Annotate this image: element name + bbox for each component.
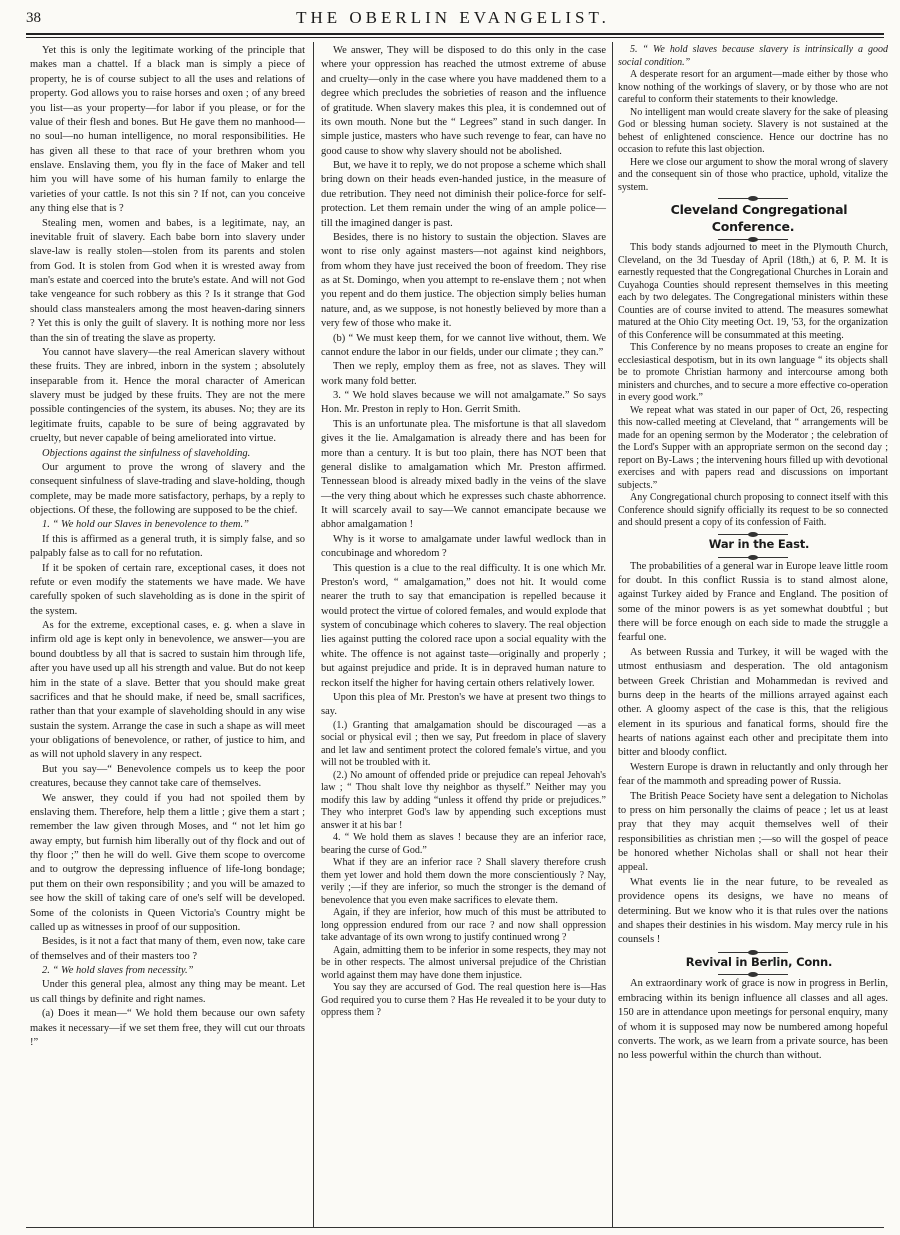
- paragraph: Western Europe is drawn in reluctantly and only through her fear of the mammoth and spreading power of Russia.: [618, 761, 888, 788]
- ornamental-rule: [718, 557, 788, 558]
- paragraph: What events lie in the near future, to be revealed as providence opens its designs, we have no means of determining. But we know who it is that rules over the nations and shapes their destinies in his wisdom. May mercy rule in his counsels !: [618, 876, 888, 946]
- header-rule: [26, 33, 884, 35]
- objection-heading: 2. “ We hold slaves from necessity.”: [42, 965, 194, 976]
- column-divider: [612, 42, 613, 1227]
- paragraph: We answer, They will be disposed to do this only in the case where your oppression has reached the utmost extreme of abuse and cruelty—only in the case where you have maddened them to a degree which precludes the sobrieties of reason and the influence of gratitude. When slavery makes this plea, it is condemned out of its own mouth. None but the “ Legrees” stand in such danger. In simple justice, masters who have such revenge to fear, can have no good cause to show why slavery should not be abolished.: [321, 45, 606, 157]
- ornamental-rule: [718, 952, 788, 953]
- article-heading: Cleveland Congregational Conference.: [670, 202, 848, 235]
- masthead-title: THE OBERLIN EVANGELIST.: [296, 8, 610, 27]
- paragraph: A desperate resort for an argument—made either by those who know nothing of the workings of slavery, or by those who are not careful to conform their statements to their knowledge.: [618, 69, 888, 105]
- paragraph: You cannot have slavery—the real American slavery without these fruits. They are inbred, inborn in the system ; absolutely inseparable from it. Hence the moral character of American slavery must be judged by these fruits. They are not the mere possible contingencies of the system, its abuses. No; they are its legitimate fruits, capable to be sure of being aggravated by cruelty, but never capable of being ameliorated into virtue.: [30, 346, 305, 445]
- paragraph: Again, admitting them to be inferior in some respects, they may not be in other respects. The almost universal prejudice of the Christian world against them may have done them injustice.: [321, 944, 606, 981]
- paragraph: Yet this is only the legitimate working of the principle that makes man a chattel. If a black man is simply a piece of property, he is of course subject to all the uses and relations of property. God allows you to raise horses and oxen ; of any breed you list—as your property—for labor if you please, or for the value of their flesh and bones. But He gave them no manhood—no soul—no human intelligence, no moral responsibilities. He has given all these to that race of your brethren whom you enslave. Enslaving them, you fly in the face of Maker and tell him you will have some of his human family to enlarge the varieties of your cattle. Is not this sin ? If not, can you conceive any thing else that is ?: [30, 45, 305, 215]
- ornamental-rule: [718, 974, 788, 975]
- paragraph: Besides, there is no history to sustain the objection. Slaves are wont to rise only against masters—not against kind neighbors, from whom they have just received the boon of freedom. They rise as at St. Domingo, when you attempt to re-enslave them ; not when you repent and do them justice. The objection simply belies human nature, and, as we suppose, is not honestly believed by more than a very few of those who make it.: [321, 231, 606, 330]
- ornamental-rule: [718, 198, 788, 199]
- header-rule-thin: [26, 37, 884, 38]
- objection-heading: 1. “ We hold our Slaves in benevolence to them.”: [42, 519, 249, 531]
- paragraph: But you say—“ Benevolence compels us to keep the poor creatures, because they cannot take care of themselves.: [30, 763, 305, 790]
- paragraph: Under this general plea, almost any thing may be meant. Let us call things by definite and right names.: [30, 979, 305, 1005]
- paragraph: But, we have it to reply, we do not propose a scheme which shall bring down on their heads even-handed justice, in the measure of due retribution. They need not diminish their police-force for self-protection. Let them remain under the wing of an ample police—till the imagined danger is past.: [321, 160, 606, 229]
- small-print-block: [618, 44, 888, 194]
- paragraph: 4. “ We hold them as slaves ! because they are an inferior race, bearing the curse of God.”: [321, 832, 606, 856]
- paragraph: This is an unfortunate plea. The misfortune is that all slavedom gives it the lie. Amalgamation is already there and has been for more than a century. It is but too plain, there has NOT been that general dislike to amalgamation which Mr. Preston affirmed. Tennessean blood is already mixed badly in the veins of the slave—the very thing about which he expresses such chaste abhorrence. It will scarcely avail to say—We cannot emancipate because we abhor amalgamation !: [321, 418, 606, 531]
- small-print-block: [321, 720, 606, 1020]
- paragraph: You say they are accursed of God. The real question here is—Has God required you to curse them ? Has He revealed it to be your duty to oppress them ?: [321, 982, 606, 1019]
- paragraph: (a) Does it mean—“ We hold them because our own safety makes it necessary—if we set them free, they will cut our throats !”: [30, 1008, 305, 1048]
- section-subheading: Objections against the sinfulness of slaveholding.: [42, 447, 251, 459]
- paragraph: If it be spoken of certain rare, exceptional cases, it does not refute or even modify the statements we have made. We have carefully spoken of such slaveholding as is done in the spirit of the system.: [30, 562, 305, 617]
- paragraph: Stealing men, women and babes, is a legitimate, nay, an inevitable fruit of slavery. Each babe born into slavery under slave-law is really stolen—stolen from its parents and stolen from God. It is stolen from God when it is wrested away from man's estate and coerced into the brute's estate. And will not God take vengeance for such robbery as this ? Is it strange that God should class manstealers among the most heaven-daring sinners ? Yet this is only the guilt of slavery. It is nothing more nor less than the sin of treating the slave as property.: [30, 217, 305, 344]
- paragraph: Why is it worse to amalgamate under lawful wedlock than in concubinage and whoredom ?: [321, 533, 606, 560]
- paragraph: Again, if they are inferior, how much of this must be attributed to long oppression endured from our race ? and now shall oppression take advantage of its own wrong to justify continued wrong ?: [321, 907, 606, 944]
- paragraph: This body stands adjourned to meet in the Plymouth Church, Cleveland, on the 3d Tuesday of April (18th,) at 6, P. M. It is earnestly requested that the Congregational Churches in Lorain and Cuyahoga Counties should represent themselves in this meeting each by two delegates. The Congregational ministers within these Counties are of course invited to attend. The measures somewhat matured at the Ohio City meeting Oct. 19, '53, for the organization of this Conference will be consummated at this meeting.: [618, 242, 888, 341]
- column-1: [30, 44, 305, 1050]
- column-2: [321, 44, 606, 1020]
- paragraph: Besides, is it not a fact that many of them, even now, take care of themselves and of their masters too ?: [30, 936, 305, 962]
- paragraph: An extraordinary work of grace is now in progress in Berlin, embracing within its benign influence all classes and all ages. 150 are in attendance upon meetings for personal enquiry, many of whom it is supposed may now be numbered among hopeful converts. The work, as we learn from a private source, has been no less powerful within the church than without.: [618, 978, 888, 1062]
- article-heading: War in the East.: [708, 536, 810, 551]
- paragraph: We repeat what was stated in our paper of Oct, 26, respecting this now-called meeting at Cleveland, that “ arrangements will be made for an opening sermon by the Moderator ; the celebration of the Lord's Supper with an appropriate sermon on the second day ; report on By-Laws ; the intervening hours filled up with devotional exercises and with papers read and discussions on important subjects.”: [618, 404, 888, 491]
- article-heading: Revival in Berlin, Conn.: [685, 954, 833, 969]
- ornamental-rule: [718, 239, 788, 240]
- paragraph: (2.) No amount of offended pride or prejudice can repeal Jehovah's law ; “ Thou shalt love thy neighbor as thyself.” Neither may you modify this law by adding “unless it offend thy pride or prejudices.” They who interpret God's law by appending such exceptions must answer it at his bar !: [321, 769, 606, 831]
- paragraph: Then we reply, employ them as free, not as slaves. They will work many fold better.: [321, 361, 606, 387]
- paragraph: 3. “ We hold slaves because we will not amalgamate.” So says Hon. Mr. Preston in reply to Hon. Gerrit Smith.: [321, 390, 606, 416]
- objection-heading: 5. “ We hold slaves because slavery is intrinsically a good social condition.”: [618, 44, 888, 68]
- paragraph: This Conference by no means proposes to create an engine for ecclesiastical despotism, but in its own language “ its objects shall be to promote Christian harmony and intercourse among both ministers and churches, and to secure a more effective co-operation in every good work.”: [618, 342, 888, 404]
- paragraph: Our argument to prove the wrong of slavery and the consequent sinfulness of slave-trading and slave-holding, though complete, may be made more satisfactory, perhaps, by a reply to objections. Of these, the following are supposed to be the chief.: [30, 461, 305, 516]
- paragraph: The probabilities of a general war in Europe leave little room for doubt. In this conflict Russia is to stand almost alone, against Turkey aided by France and England. The position of some of the minor powers is as yet somewhat doubtful ; but there will be force enough on each side to made the struggle a fearful one.: [618, 560, 888, 644]
- paragraph: (1.) Granting that amalgamation should be discouraged —as a social or physical evil ; then we say, Put freedom in place of slavery and let law and sentiment protect the colored female's virtue, and you will not be troubled with it.: [321, 719, 606, 769]
- paragraph: If this is affirmed as a general truth, it is simply false, and so palpably false as to call for no refutation.: [30, 533, 305, 560]
- paragraph: Here we close our argument to show the moral wrong of slavery and the consequent sin of those who practice, uphold, vitalize the system.: [618, 156, 888, 193]
- paragraph: Any Congregational church proposing to connect itself with this Conference should signify officially its request to be so connected and should present a copy of its confession of Faith.: [618, 492, 888, 529]
- paragraph: We answer, they could if you had not spoiled them by enslaving them. Therefore, help them a little ; give them a start ; remember the law given through Moses, and “ not let him go away empty, but furnish him liberally out of thy flock and out of thy floor ;” then he will do well. Give them scope to overcome and to outgrow the depressing influence of life-long bondage; put them on their own responsibility ; and you will be amazed to see how the skill of taking care of one's self will be developed. Some of the colonists in Queen Victoria's Country might be called up as witnesses in proof of our supposition.: [30, 792, 305, 933]
- column-divider: [313, 42, 314, 1227]
- paragraph: (b) “ We must keep them, for we cannot live without, them. We cannot endure the labor in our fields, under our climate ; they can.”: [321, 332, 606, 358]
- paragraph: Upon this plea of Mr. Preston's we have at present two things to say.: [321, 691, 606, 718]
- paragraph: As between Russia and Turkey, it will be waged with the utmost enthusiasm and desperation. The old antagonism between Greek Christian and Mohammedan is revived and burns deep in the hearts of the millions arrayed against each other. A gloomy aspect of the case is this, that the religious element in its spurious and fanatical forms, should fire the hearts of nations against each other and precipitate them into bitter and bloody conflict.: [618, 646, 888, 759]
- column-3: [618, 44, 888, 1064]
- page-header: [26, 8, 880, 34]
- paragraph: No intelligent man would create slavery for the sake of pleasing God or blessing human society. Slavery is not sustained at the behest of enlightened conscience. Hence our doctrine has no occasion to refute this last objection.: [618, 106, 888, 155]
- paragraph: What if they are an inferior race ? Shall slavery therefore crush them yet lower and hold them down the more conscientiously ? Nay, verily ;—if they are inferior, so much the stronger is the demand of benevolence that you even make sacrifices to elevate them.: [321, 857, 606, 906]
- page-number: 38: [26, 10, 41, 26]
- paragraph: The British Peace Society have sent a delegation to Nicholas to press on him personally the claims of peace ; let us at least pray that they may acquit themselves well of their responsibilities as christian men ;—so will the gospel of peace be honored whether Nicholas shall or shall not hear their appeal.: [618, 790, 888, 874]
- paragraph: This question is a clue to the real difficulty. It is one which Mr. Preston's word, “ amalgamation,” does not hit. It would come nearer the truth to say that emancipation is repelled because it would protect the virtue of colored females, and would explode that system of concubinage which coheres to slavery. The real objection lies against putting the colored race upon a social equality with the white. The offence is not against taste—originally and properly ; but against prejudice and pride. It is in depraved human nature to reckon itself the higher for having certain others relatively lower.: [321, 562, 606, 689]
- small-print-block: [618, 242, 888, 530]
- ornamental-rule: [718, 534, 788, 535]
- paragraph: As for the extreme, exceptional cases, e. g. when a slave in infirm old age is kept only in benevolence, we answer—you are bound doubtless by all that is sacred to sustain him through life, after you have used up all his strength and value. But do not keep him in the state of a slave. Better that you should make great sacrifices and that he should make, if need be, small sacrifices, rather than that your example of slaveholding should in any wise sustain the system. Arrange the case in such a shape as will meet your obligations of benevolence, or rather, of justice to him, and as will not uphold slavery in any respect.: [30, 620, 305, 761]
- footer-rule: [26, 1227, 884, 1228]
